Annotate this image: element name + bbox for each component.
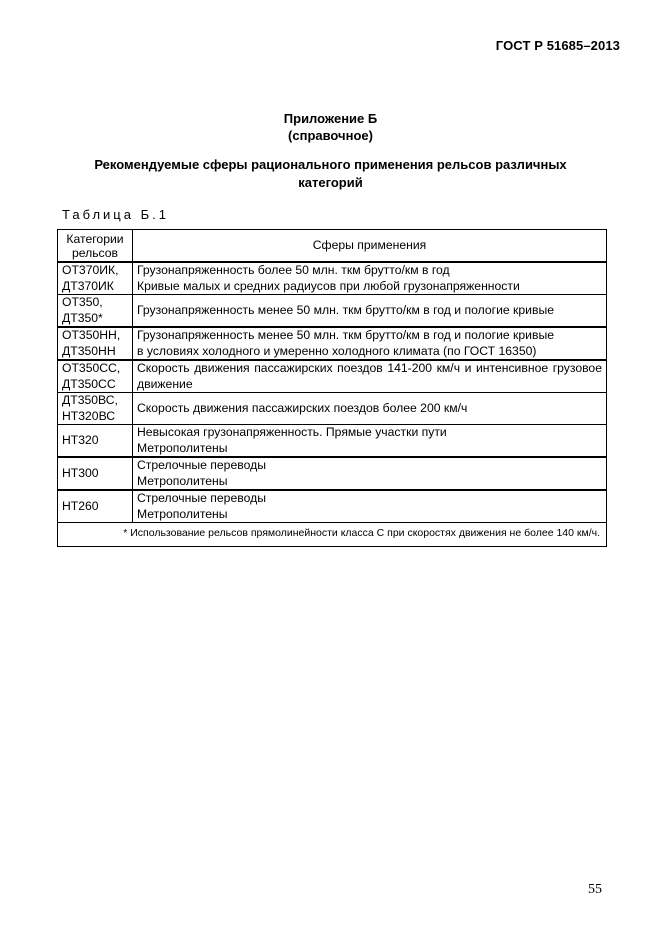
table-row xyxy=(58,425,607,458)
application-cell xyxy=(133,393,607,425)
rail-category-cell xyxy=(58,425,133,458)
table-row xyxy=(58,360,607,393)
table-row xyxy=(58,262,607,295)
rail-category-line: НТ260 xyxy=(62,498,99,513)
rail-category-cell xyxy=(58,295,133,328)
application-cell xyxy=(133,295,607,328)
rail-category-line: ОТ350, xyxy=(62,295,103,309)
application-cell xyxy=(133,360,607,393)
rail-category-line: ОТ350НН, xyxy=(62,328,121,342)
rail-category-line: НТ320 xyxy=(62,432,99,447)
rail-category-cell xyxy=(58,457,133,490)
application-line: Метрополитены xyxy=(137,473,228,488)
rail-category-line: НТ300 xyxy=(62,465,99,480)
application-line: Стрелочные переводы xyxy=(137,491,266,505)
rail-category-line: ДТ350ВС, xyxy=(62,393,118,407)
table-row xyxy=(58,457,607,490)
rail-category-line: ДТ350* xyxy=(62,310,103,325)
rail-category-line: ДТ350НН xyxy=(62,343,116,358)
rail-category-line: ДТ350СС xyxy=(62,376,116,391)
section-heading: Рекомендуемые сферы рационального применения рельсов различных категорий xyxy=(94,157,567,190)
table-row xyxy=(58,490,607,523)
table-header-row xyxy=(58,230,607,263)
application-line: Метрополитены xyxy=(137,506,228,521)
application-cell xyxy=(133,262,607,295)
appendix-title: Приложение Б xyxy=(283,111,378,126)
rail-categories-table xyxy=(57,229,607,547)
application-line: Скорость движения пассажирских поездов более 200 км/ч xyxy=(137,400,468,415)
application-cell xyxy=(133,490,607,523)
appendix-subtitle: (справочное) xyxy=(288,128,373,143)
rail-category-line: ДТ370ИК xyxy=(62,278,114,293)
application-line: в условиях холодного и умеренно холодного климата (по ГОСТ 16350) xyxy=(137,343,537,358)
rail-category-cell xyxy=(58,327,133,360)
table-footnote: * Использование рельсов прямолинейности класса С при скоростях движения не более 140 км/ч. xyxy=(58,523,607,547)
table-row xyxy=(58,327,607,360)
application-line: Кривые малых и средних радиусов при любой грузонапряженности xyxy=(137,278,520,293)
rail-category-line: НТ320ВС xyxy=(62,408,116,423)
table-row xyxy=(58,393,607,425)
page-number: 55 xyxy=(588,882,602,897)
application-cell xyxy=(133,425,607,458)
rail-category-cell xyxy=(58,262,133,295)
application-cell xyxy=(133,327,607,360)
application-line: Грузонапряженность менее 50 млн. ткм брутто/км в год и пологие кривые xyxy=(137,328,554,342)
rail-category-cell xyxy=(58,490,133,523)
application-line: Стрелочные переводы xyxy=(137,458,266,472)
table-row xyxy=(58,295,607,328)
rail-category-cell xyxy=(58,393,133,425)
column-header-category: Категории рельсов xyxy=(58,230,133,263)
rail-category-line: ОТ350СС, xyxy=(62,361,121,375)
application-cell xyxy=(133,457,607,490)
application-line: Грузонапряженность более 50 млн. ткм брутто/км в год xyxy=(137,263,450,277)
application-line: Метрополитены xyxy=(137,440,228,455)
application-line: Скорость движения пассажирских поездов 141-200 км/ч и интенсивное грузовое движение xyxy=(137,361,602,391)
rail-categories-table-container xyxy=(57,229,607,547)
rail-category-cell xyxy=(58,360,133,393)
rail-category-line: ОТ370ИК, xyxy=(62,263,119,277)
table-footnote-row xyxy=(58,523,607,547)
application-line: Грузонапряженность менее 50 млн. ткм брутто/км в год и пологие кривые xyxy=(137,302,554,317)
document-header: ГОСТ Р 51685–2013 xyxy=(495,38,620,53)
column-header-application: Сферы применения xyxy=(133,230,607,263)
table-caption: Таблица Б.1 xyxy=(62,207,169,222)
application-line: Невысокая грузонапряженность. Прямые участки пути xyxy=(137,425,447,439)
table-body xyxy=(58,262,607,523)
